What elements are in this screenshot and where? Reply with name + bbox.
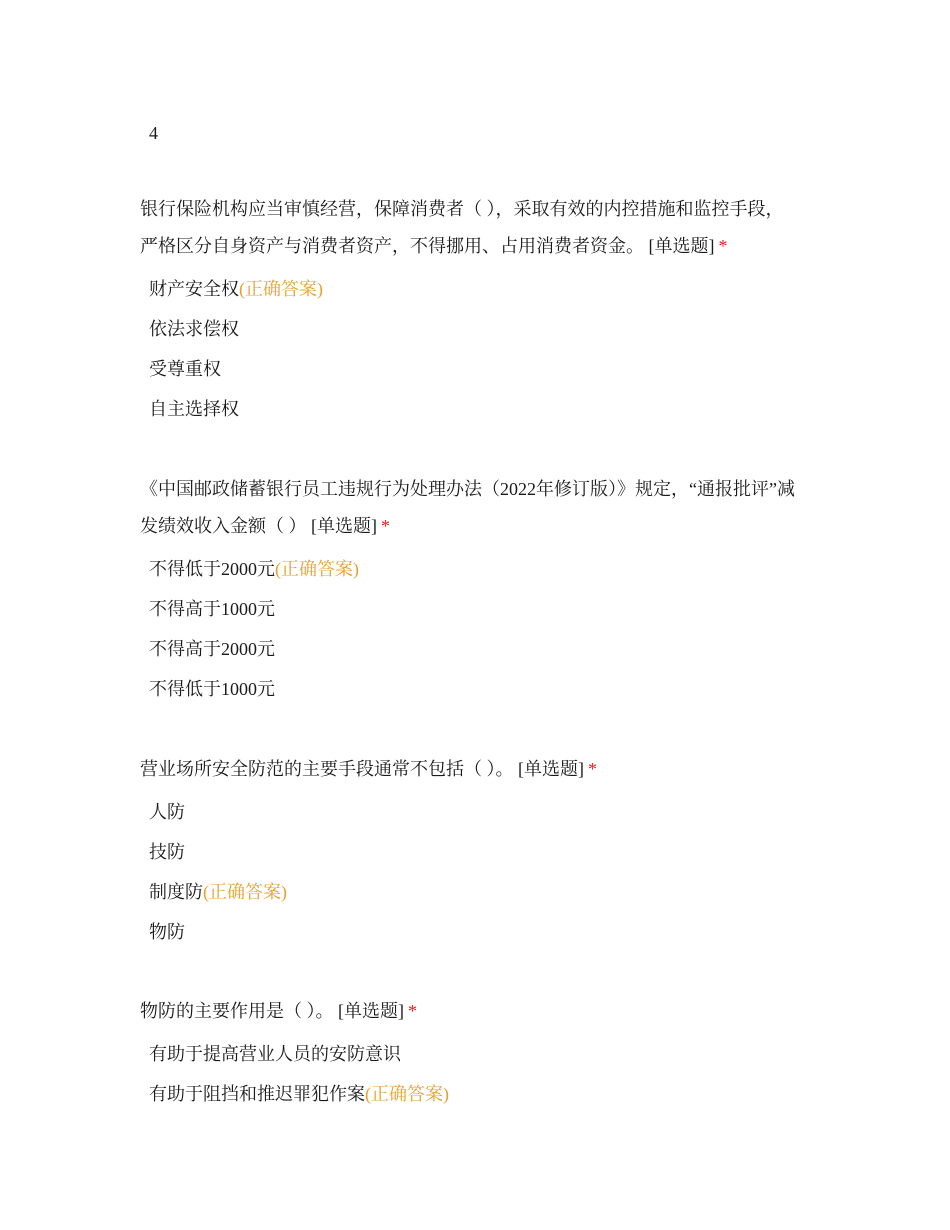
question-stem: 营业场所安全防范的主要手段通常不包括（ ）。 [140, 759, 514, 779]
question-3 [140, 751, 800, 952]
page-number: 4 [149, 123, 158, 143]
option-label: 有助于阻挡和推迟罪犯作案 [149, 1084, 365, 1104]
option-label: 自主选择权 [149, 399, 239, 419]
correct-answer-tag: (正确答案) [239, 279, 323, 299]
option-label: 不得低于1000元 [149, 679, 275, 699]
option-label: 人防 [149, 802, 185, 822]
option-label: 不得低于2000元 [149, 559, 275, 579]
question-text [140, 993, 800, 1030]
option-label: 有助于提高营业人员的安防意识 [149, 1044, 401, 1064]
question-type-label: [单选题] [518, 759, 584, 779]
correct-answer-tag: (正确答案) [365, 1084, 449, 1104]
option-list [140, 1034, 800, 1114]
question-type-label: [单选题] [338, 1001, 404, 1021]
correct-answer-tag: (正确答案) [203, 882, 287, 902]
option-label: 依法求偿权 [149, 319, 239, 339]
option-label: 物防 [149, 922, 185, 942]
option-label: 不得高于2000元 [149, 639, 275, 659]
question-text [140, 751, 800, 788]
question-stem: 银行保险机构应当审慎经营，保障消费者（ ），采取有效的内控措施和监控手段，严格区分自身资产与消费者资产，不得挪用、占用消费者资金。 [140, 199, 784, 256]
question-type-label: [单选题] [311, 516, 377, 536]
option-item[interactable] [149, 589, 800, 629]
question-type-label: [单选题] [648, 236, 715, 256]
question-1 [140, 191, 800, 429]
option-item[interactable] [149, 629, 800, 669]
option-label: 财产安全权 [149, 279, 239, 299]
required-asterisk: * [588, 759, 597, 779]
option-item[interactable] [149, 872, 800, 912]
option-item[interactable] [149, 309, 800, 349]
question-2 [140, 471, 800, 709]
option-item[interactable] [149, 669, 800, 709]
option-list [140, 549, 800, 709]
option-list [140, 269, 800, 429]
option-item[interactable] [149, 549, 800, 589]
option-list [140, 792, 800, 952]
option-item[interactable] [149, 269, 800, 309]
option-item[interactable] [149, 792, 800, 832]
option-label: 受尊重权 [149, 359, 221, 379]
question-stem: 物防的主要作用是（ ）。 [140, 1001, 334, 1021]
option-item[interactable] [149, 1034, 800, 1074]
option-label: 不得高于1000元 [149, 599, 275, 619]
question-4 [140, 993, 800, 1114]
question-text [140, 191, 800, 265]
required-asterisk: * [381, 516, 390, 536]
option-item[interactable] [149, 912, 800, 952]
option-label: 技防 [149, 842, 185, 862]
option-label: 制度防 [149, 882, 203, 902]
required-asterisk: * [408, 1001, 417, 1021]
question-stem: 《中国邮政储蓄银行员工违规行为处理办法（2022年修订版）》规定，“通报批评”减发绩效收入金额（ ） [140, 479, 795, 536]
correct-answer-tag: (正确答案) [275, 559, 359, 579]
required-asterisk: * [718, 236, 728, 256]
option-item[interactable] [149, 832, 800, 872]
option-item[interactable] [149, 1074, 800, 1114]
question-text [140, 471, 800, 545]
option-item[interactable] [149, 349, 800, 389]
option-item[interactable] [149, 389, 800, 429]
